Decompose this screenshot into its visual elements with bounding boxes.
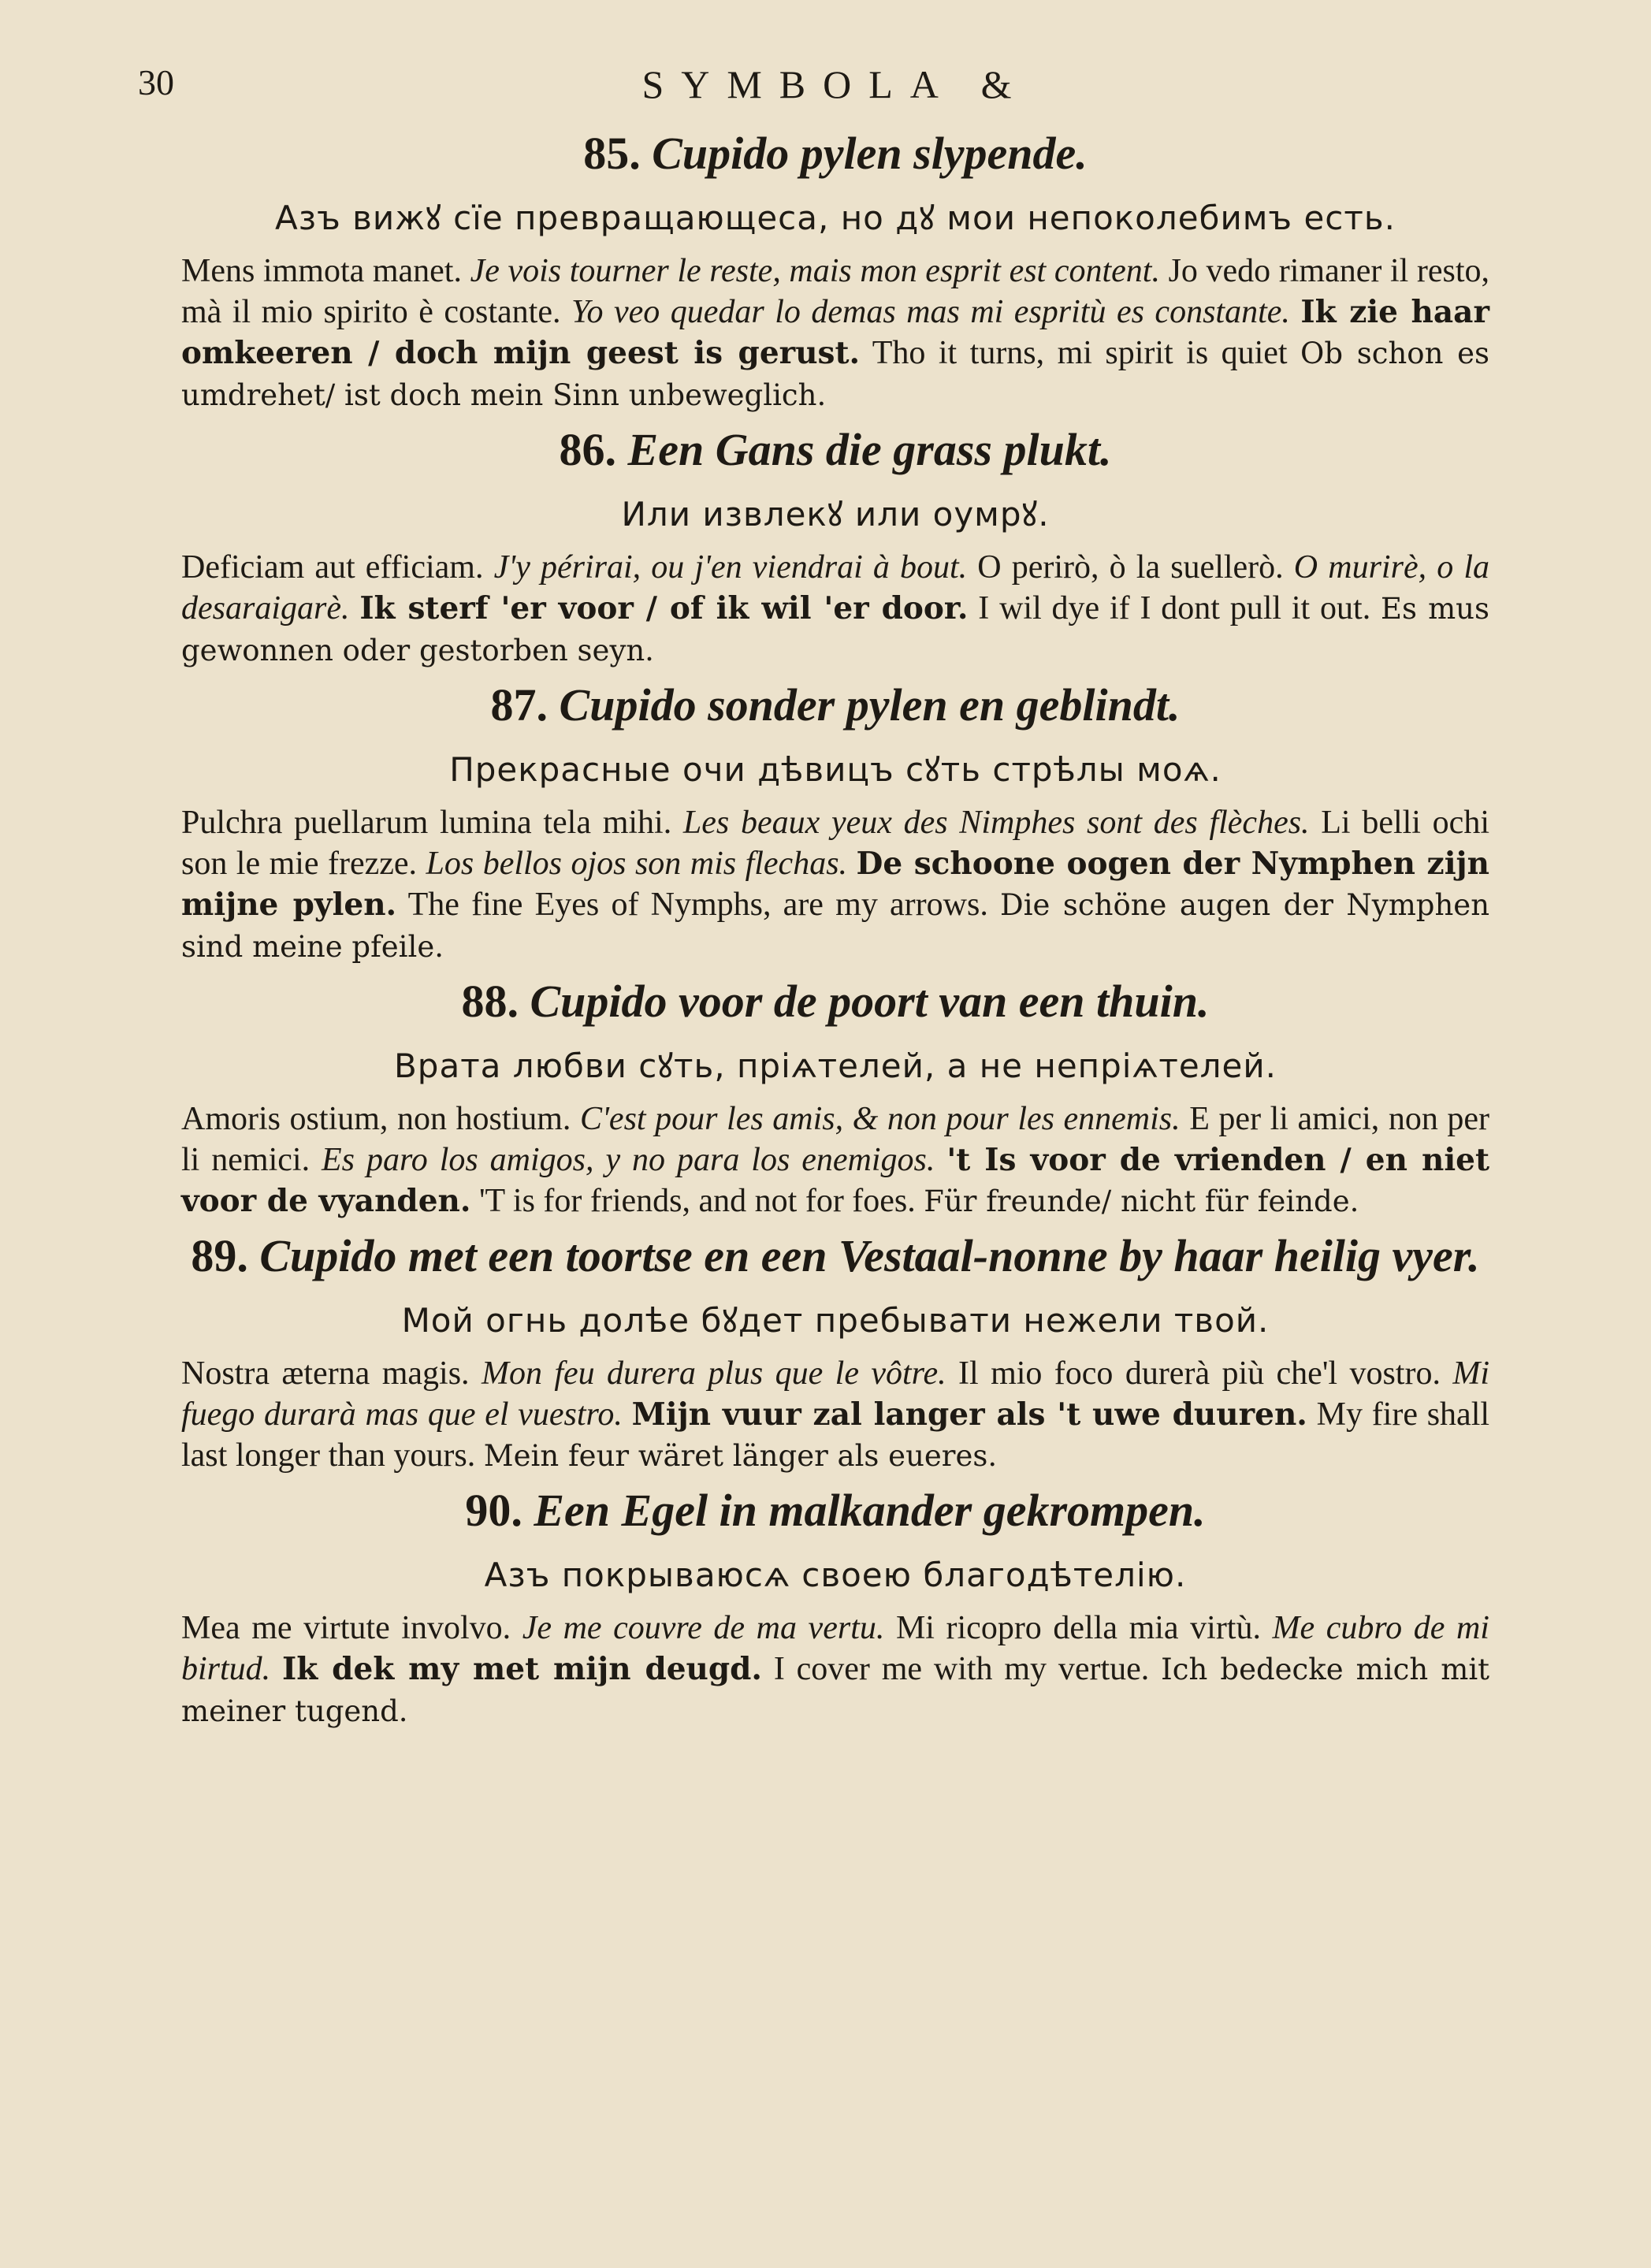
dutch-motto: De schoone oogen der Nymphen zijn mijne pylen.	[181, 846, 1489, 923]
emblem-entry	[181, 972, 1489, 1222]
emblem-number: 86.	[559, 424, 617, 475]
dutch-motto: Ik sterf 'er voor / of ik wil 'er door.	[359, 590, 969, 626]
italian-motto: E per li amici, non per li nemici.	[181, 1101, 1490, 1178]
spanish-motto: Me cubro de mi birtud.	[181, 1610, 1489, 1687]
emblem-title	[181, 1482, 1489, 1540]
german-motto: Ich bedecke mich mit meiner tugend.	[181, 1653, 1490, 1728]
slavonic-motto: Врата любви сꙋть, пріѧтелей, а не непріѧтелей.	[393, 1047, 1277, 1085]
german-motto: Es mus gewonnen oder gestorben seyn.	[181, 592, 1490, 667]
slavonic-motto: Азъ покрываюсѧ своею благодѣтелію.	[484, 1556, 1187, 1594]
emblem-number: 89.	[191, 1230, 248, 1281]
french-motto: C'est pour les amis, & non pour les ennemis.	[579, 1101, 1181, 1137]
motto-translations	[181, 547, 1489, 671]
french-motto: J'y périrai, ou j'en viendrai à bout.	[493, 549, 968, 586]
emblem-title	[181, 421, 1489, 479]
english-motto: The fine Eyes of Nymphs, are my arrows.	[407, 887, 988, 923]
emblem-number: 90.	[465, 1485, 522, 1536]
book-page	[138, 54, 1490, 2244]
latin-motto: Mea me virtute involvo.	[181, 1610, 511, 1646]
emblem-number: 85.	[583, 128, 641, 179]
slavonic-motto: Азъ вижꙋ сїе превращающеса, но дꙋ мои непоколебимъ есть.	[275, 199, 1396, 237]
spanish-motto: Mi fuego durarà mas que el vuestro.	[181, 1355, 1490, 1433]
german-motto: Für freunde/ nicht für feinde.	[924, 1184, 1359, 1218]
german-motto: Mein feur wäret länger als eueres.	[483, 1439, 998, 1473]
emblem-title	[181, 676, 1489, 734]
english-motto: I cover me with my vertue.	[773, 1651, 1150, 1687]
motto-translations	[181, 1608, 1489, 1732]
english-motto: I wil dye if I dont pull it out.	[978, 590, 1371, 626]
slavonic-motto: Прекрасные очи дѣвицъ сꙋть стрѣлы моѧ.	[449, 750, 1222, 789]
emblem-title	[181, 125, 1489, 183]
latin-motto: Amoris ostium, non hostium.	[181, 1101, 571, 1137]
french-motto: Je vois tourner le reste, mais mon esprit est content.	[470, 253, 1160, 289]
page-number: 30	[138, 62, 174, 102]
english-motto: Tho it turns, mi spirit is quiet	[872, 335, 1288, 371]
german-motto: Die schöne augen der Nymphen sind meine pfeile.	[181, 888, 1490, 964]
emblem-title	[181, 972, 1489, 1031]
emblem-title-text: Een Gans die grass plukt.	[627, 424, 1112, 475]
italian-motto: Li belli ochi son le mie frezze.	[181, 805, 1489, 882]
emblem-title-text: Cupido met een toortse en een Vestaal-nonne by haar heilig vyer.	[259, 1230, 1480, 1281]
emblem-title-text: Cupido voor de poort van een thuin.	[530, 976, 1210, 1027]
latin-motto: Mens immota manet.	[181, 253, 462, 289]
emblem-entry	[181, 1227, 1489, 1477]
slavonic-motto: Мой огнь долѣе бꙋдет пребывати нежели твой.	[401, 1301, 1270, 1340]
slavonic-motto: Или извлекꙋ или оумрꙋ.	[621, 495, 1050, 534]
dutch-motto: 't Is voor de vrienden / en niet voor de vyanden.	[181, 1142, 1489, 1219]
english-motto: 'T is for friends, and not for foes.	[478, 1183, 916, 1219]
spanish-motto: O murirè, o la desaraigarè.	[181, 549, 1489, 626]
latin-motto: Deficiam aut efficiam.	[181, 549, 484, 586]
emblem-entry	[181, 676, 1489, 968]
emblem-title-text: Cupido sonder pylen en geblindt.	[559, 679, 1181, 731]
spanish-motto: Es paro los amigos, y no para los enemigos.	[322, 1142, 935, 1178]
emblem-title	[181, 1227, 1489, 1285]
dutch-motto: Ik dek my met mijn deugd.	[282, 1651, 763, 1687]
german-motto: Ob schon es umdrehet/ ist doch mein Sinn unbeweglich.	[181, 336, 1489, 412]
french-motto: Mon feu durera plus que le vôtre.	[481, 1355, 946, 1392]
motto-translations	[181, 802, 1489, 968]
running-head: SYMBOLA &	[641, 62, 1029, 106]
emblem-title-text: Een Egel in malkander gekrompen.	[534, 1485, 1206, 1536]
emblem-entry	[181, 1482, 1489, 1732]
english-motto: My fire shall last longer than yours.	[181, 1396, 1490, 1474]
motto-translations	[181, 251, 1489, 416]
dutch-motto: Ik zie haar omkeeren / doch mijn geest is gerust.	[181, 294, 1489, 371]
page-header	[138, 54, 1489, 125]
emblem-entry	[181, 421, 1489, 671]
emblem-number: 87.	[490, 679, 548, 731]
dutch-motto: Mijn vuur zal langer als 't uwe duuren.	[631, 1396, 1307, 1433]
french-motto: Les beaux yeux des Nimphes sont des flèches.	[682, 805, 1310, 841]
italian-motto: Il mio foco durerà più che'l vostro.	[958, 1355, 1441, 1392]
spanish-motto: Los bellos ojos son mis flechas.	[426, 846, 848, 882]
italian-motto: O perirò, ò la suellerò.	[977, 549, 1284, 586]
spanish-motto: Yo veo quedar lo demas mas mi espritù es constante.	[571, 294, 1290, 330]
italian-motto: Jo vedo rimaner il resto, mà il mio spirito è costante.	[181, 253, 1490, 330]
emblem-title-text: Cupido pylen slypende.	[652, 128, 1088, 179]
italian-motto: Mi ricopro della mia virtù.	[895, 1610, 1261, 1646]
french-motto: Je me couvre de ma vertu.	[522, 1610, 885, 1646]
latin-motto: Pulchra puellarum lumina tela mihi.	[181, 805, 672, 841]
latin-motto: Nostra æterna magis.	[181, 1355, 470, 1392]
motto-translations	[181, 1353, 1489, 1477]
motto-translations	[181, 1099, 1489, 1222]
emblem-entry	[181, 125, 1489, 416]
emblem-number: 88.	[461, 976, 519, 1027]
